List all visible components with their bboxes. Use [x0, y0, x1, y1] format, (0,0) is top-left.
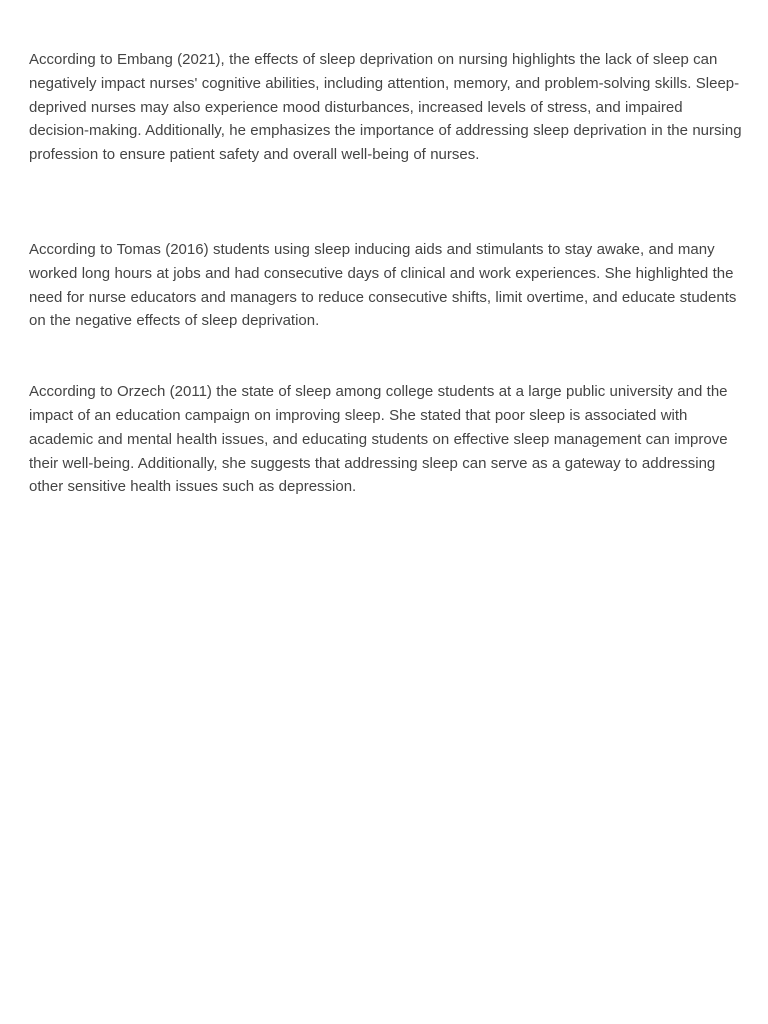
paragraph-tomas-2016: According to Tomas (2016) students using sleep inducing aids and stimulants to stay awake, and many worked long hours at jobs and had consecutive days of clinical and work experiences. She highlighted the need for nurse educators and managers to reduce consecutive shifts, limit overtime, and educate students on the negative effects of sleep deprivation. — [29, 240, 737, 330]
document-body — [29, 48, 743, 499]
paragraph-orzech-2011: According to Orzech (2011) the state of sleep among college students at a large public university and the impact of an education campaign on improving sleep. She stated that poor sleep is associated with academic and mental health issues, and educating students on effective sleep management can improve their well-being. Additionally, she suggests that addressing sleep can serve as a gateway to addressing other sensitive health issues such as depression. — [29, 383, 728, 496]
paragraph-embang-2021: According to Embang (2021), the effects of sleep deprivation on nursing highlights the lack of sleep can negatively impact nurses' cognitive abilities, including attention, memory, and problem-solving skills. Sleep-deprived nurses may also experience mood disturbances, increased levels of stress, and impaired decision-making. Additionally, he emphasizes the importance of addressing sleep deprivation in the nursing profession to ensure patient safety and overall well-being of nurses. — [29, 51, 742, 164]
